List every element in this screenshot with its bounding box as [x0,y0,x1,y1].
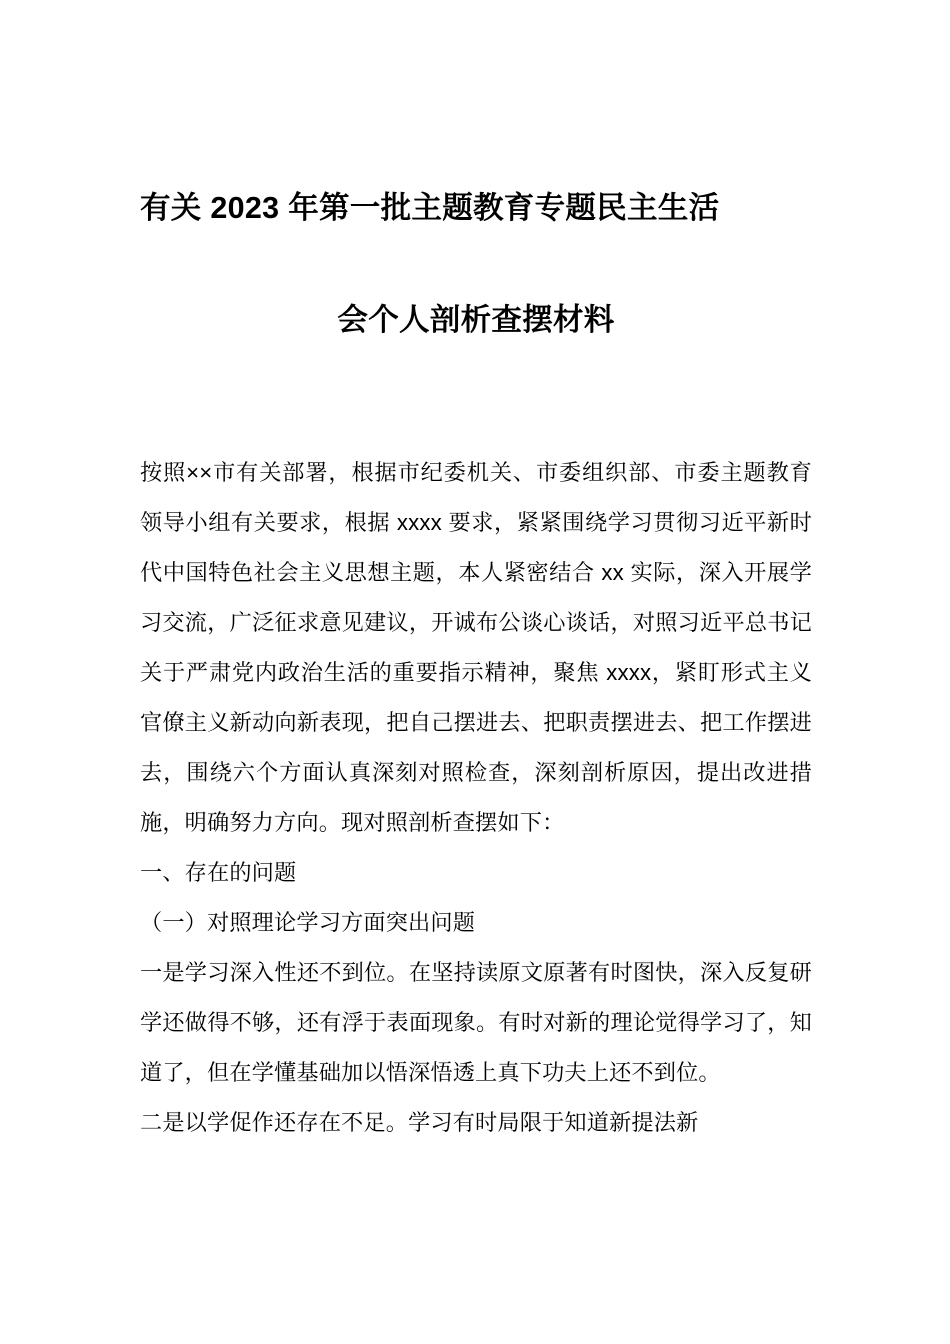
intro-paragraph: 按照××市有关部署，根据市纪委机关、市委组织部、市委主题教育领导小组有关要求，根据 xxxx 要求，紧紧围绕学习贯彻习近平新时代中国特色社会主义思想主题，本人紧密结合 xx 实际，深入开展学习交流，广泛征求意见建议，开诚布公谈心谈话，对照习近平总书记关于严肃党内政治生活的重要指示精神，聚焦 xxxx，紧盯形式主义官僚主义新动向新表现，把自己摆进去、把职责摆进去、把工作摆进去，围绕六个方面认真深刻对照检查，深刻剖析原因，提出改进措施，明确努力方向。现对照剖析查摆如下： [140,460,812,835]
document-title [140,0,812,376]
document-body [140,0,812,1148]
title-line-1: 有关 2023 年第一批主题教育专题民主生活 [140,191,720,225]
item-paragraph-2: 二是以学促作还存在不足。学习有时局限于知道新提法新 [140,1110,699,1135]
item-paragraph-1: 一是学习深入性还不到位。在坚持读原文原著有时图快，深入反复研学还做得不够，还有浮于表面现象。有时对新的理论觉得学习了，知道了，但在学懂基础加以悟深悟透上真下功夫上还不到位。 [140,960,812,1085]
document-content [140,376,812,1148]
section-heading-1: 一、存在的问题 [140,860,297,885]
title-line-2: 会个人剖析查摆材料 [337,303,615,337]
subsection-heading-1: （一）对照理论学习方面突出问题 [140,910,476,935]
